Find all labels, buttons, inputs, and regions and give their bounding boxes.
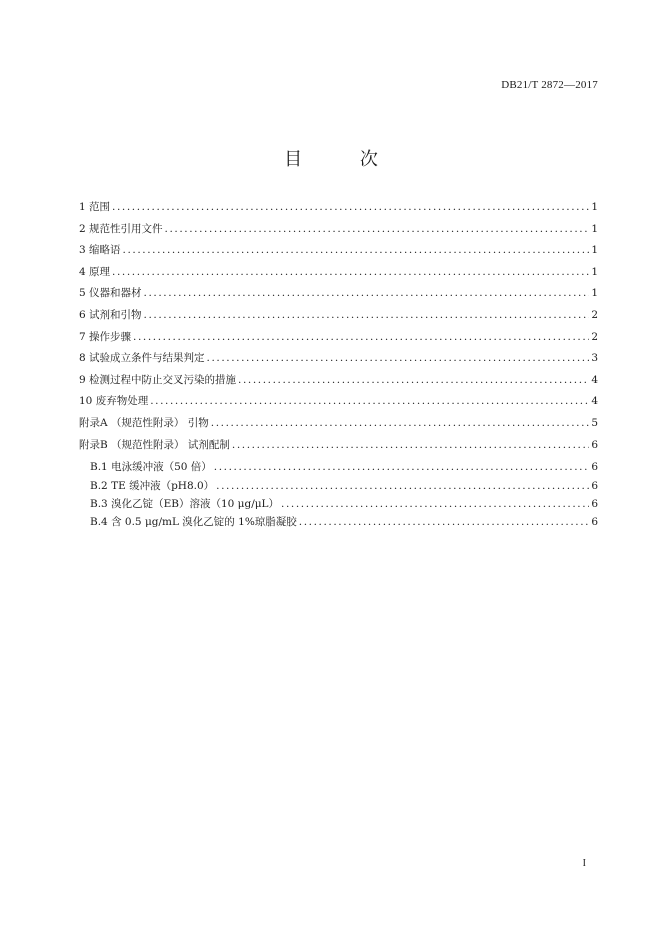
toc-entry-page: 3 (591, 352, 598, 365)
toc-subentry-label: B.4 含 0.5 μg/mL 溴化乙锭的 1%琼脂凝胶 (90, 516, 297, 529)
toc-entry-label: 2 规范性引用文件 (79, 222, 163, 235)
toc-entry[interactable] (79, 285, 598, 307)
toc-dot-leader (299, 516, 590, 528)
toc-dot-leader (207, 352, 590, 364)
toc-entry-page: 5 (591, 416, 598, 429)
toc-subentry-page: 6 (591, 497, 598, 510)
toc-entry-label: 附录B （规范性附录） 试剂配制 (79, 438, 230, 451)
toc-entry-page: 2 (591, 330, 598, 343)
document-code: DB21/T 2872—2017 (501, 79, 598, 91)
toc-subentry-page: 6 (591, 461, 598, 474)
toc-entry-page: 4 (591, 395, 598, 408)
toc-dot-leader (165, 223, 590, 235)
toc-subentry[interactable] (79, 514, 598, 532)
toc-dot-leader (232, 439, 589, 451)
toc-dot-leader (144, 309, 590, 321)
toc-dot-leader (238, 374, 589, 386)
toc-entry-label: 8 试验成立条件与结果判定 (79, 352, 205, 365)
toc-dot-leader (281, 498, 589, 510)
toc-subentry-page: 6 (591, 516, 598, 529)
toc-dot-leader (112, 201, 589, 213)
toc-entry-page: 6 (591, 438, 598, 451)
toc-entry-label: 3 缩略语 (79, 244, 121, 257)
toc-entry-label: 10 废弃物处理 (79, 395, 149, 408)
toc-entry-page: 1 (591, 265, 598, 278)
toc-dot-leader (133, 331, 589, 343)
toc-dot-leader (216, 480, 589, 492)
toc-dot-leader (211, 417, 590, 429)
table-of-contents (79, 199, 598, 533)
toc-dot-leader (112, 266, 589, 278)
toc-subentry-label: B.1 电泳缓冲液（50 倍） (90, 461, 212, 474)
toc-subentry-label: B.2 TE 缓冲液（pH8.0） (90, 479, 215, 492)
toc-dot-leader (123, 244, 590, 256)
toc-entry[interactable] (79, 415, 598, 437)
page-number: I (582, 858, 586, 869)
toc-entry[interactable] (79, 393, 598, 415)
toc-subentry-page: 6 (591, 479, 598, 492)
toc-entry-page: 1 (591, 222, 598, 235)
toc-entry-page: 2 (591, 308, 598, 321)
toc-entry[interactable] (79, 242, 598, 264)
toc-entry-page: 1 (591, 287, 598, 300)
toc-entry[interactable] (79, 437, 598, 459)
toc-dot-leader (144, 287, 590, 299)
toc-entry-page: 4 (591, 373, 598, 386)
toc-subentry[interactable] (79, 459, 598, 477)
toc-entry-page: 1 (591, 201, 598, 213)
toc-title: 目 次 (284, 149, 404, 170)
toc-subentry[interactable] (79, 496, 598, 514)
toc-subentry-label: B.3 溴化乙锭（EB）溶液（10 μg/μL） (90, 497, 280, 510)
toc-entry-page: 1 (591, 244, 598, 257)
toc-entry[interactable] (79, 372, 598, 394)
toc-entry[interactable] (79, 264, 598, 286)
toc-entry[interactable] (79, 329, 598, 351)
toc-entry-label: 5 仪器和器材 (79, 287, 142, 300)
toc-subentry[interactable] (79, 478, 598, 496)
toc-entry-label: 7 操作步骤 (79, 330, 132, 343)
toc-entry[interactable] (79, 350, 598, 372)
toc-entry[interactable] (79, 307, 598, 329)
toc-entry[interactable] (79, 221, 598, 243)
toc-dot-leader (214, 461, 590, 473)
toc-entry-label: 6 试剂和引物 (79, 308, 142, 321)
toc-entry-label: 4 原理 (79, 265, 111, 278)
toc-entry-label: 附录A （规范性附录） 引物 (79, 416, 209, 429)
toc-entry[interactable] (79, 199, 598, 221)
toc-entry-label: 1 范围 (79, 201, 111, 213)
toc-dot-leader (150, 395, 589, 407)
toc-entry-label: 9 检测过程中防止交叉污染的措施 (79, 373, 237, 386)
